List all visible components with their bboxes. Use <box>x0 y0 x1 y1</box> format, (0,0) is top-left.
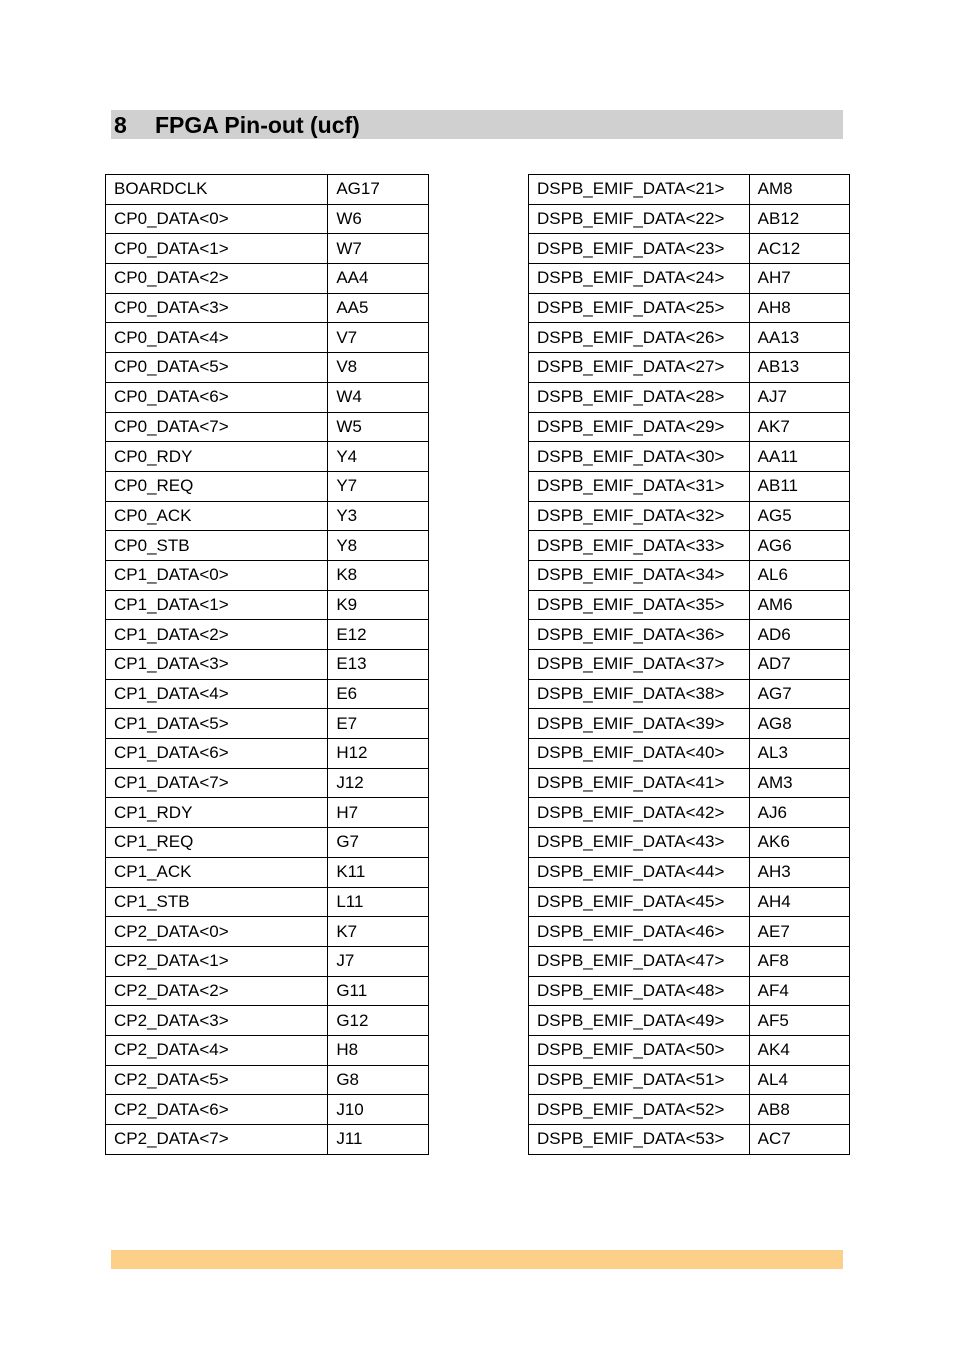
pin-location-cell: J12 <box>328 768 429 798</box>
signal-name-cell: DSPB_EMIF_DATA<22> <box>529 204 750 234</box>
table-row <box>529 679 850 709</box>
table-row <box>529 1006 850 1036</box>
table-row <box>529 234 850 264</box>
signal-name-cell: CP1_DATA<0> <box>106 560 328 590</box>
pin-location-cell: J11 <box>328 1125 429 1155</box>
signal-name-cell: DSPB_EMIF_DATA<31> <box>529 471 750 501</box>
signal-name-cell: DSPB_EMIF_DATA<32> <box>529 501 750 531</box>
table-row <box>106 353 429 383</box>
pin-location-cell: AG6 <box>749 531 849 561</box>
table-row <box>529 501 850 531</box>
table-row <box>106 560 429 590</box>
table-row <box>106 382 429 412</box>
signal-name-cell: CP1_STB <box>106 887 328 917</box>
pin-location-cell: K11 <box>328 857 429 887</box>
table-row <box>529 1065 850 1095</box>
table-row <box>106 204 429 234</box>
table-row <box>529 412 850 442</box>
signal-name-cell: DSPB_EMIF_DATA<34> <box>529 560 750 590</box>
pin-location-cell: W6 <box>328 204 429 234</box>
signal-name-cell: CP2_DATA<5> <box>106 1065 328 1095</box>
pin-location-cell: AA4 <box>328 264 429 294</box>
pin-location-cell: AB13 <box>749 353 849 383</box>
signal-name-cell: DSPB_EMIF_DATA<49> <box>529 1006 750 1036</box>
table-row <box>106 798 429 828</box>
table-row <box>106 917 429 947</box>
signal-name-cell: DSPB_EMIF_DATA<37> <box>529 650 750 680</box>
pin-location-cell: H12 <box>328 739 429 769</box>
pin-location-cell: W7 <box>328 234 429 264</box>
signal-name-cell: DSPB_EMIF_DATA<51> <box>529 1065 750 1095</box>
table-row <box>529 175 850 205</box>
pin-location-cell: AG5 <box>749 501 849 531</box>
table-row <box>106 501 429 531</box>
signal-name-cell: CP0_DATA<3> <box>106 293 328 323</box>
pin-location-cell: AF5 <box>749 1006 849 1036</box>
signal-name-cell: DSPB_EMIF_DATA<39> <box>529 709 750 739</box>
pin-location-cell: Y4 <box>328 442 429 472</box>
signal-name-cell: CP0_DATA<6> <box>106 382 328 412</box>
table-row <box>529 739 850 769</box>
pin-location-cell: Y8 <box>328 531 429 561</box>
pin-location-cell: AK6 <box>749 828 849 858</box>
signal-name-cell: CP0_DATA<0> <box>106 204 328 234</box>
signal-name-cell: BOARDCLK <box>106 175 328 205</box>
pin-location-cell: AD6 <box>749 620 849 650</box>
signal-name-cell: CP2_DATA<6> <box>106 1095 328 1125</box>
pin-location-cell: AL4 <box>749 1065 849 1095</box>
table-row <box>106 739 429 769</box>
pin-location-cell: AC7 <box>749 1125 849 1155</box>
pin-location-cell: AE7 <box>749 917 849 947</box>
pin-location-cell: AK4 <box>749 1035 849 1065</box>
signal-name-cell: CP0_RDY <box>106 442 328 472</box>
pin-location-cell: AM3 <box>749 768 849 798</box>
signal-name-cell: DSPB_EMIF_DATA<40> <box>529 739 750 769</box>
pin-location-cell: AA11 <box>749 442 849 472</box>
table-row <box>529 650 850 680</box>
pin-location-cell: G11 <box>328 976 429 1006</box>
signal-name-cell: DSPB_EMIF_DATA<23> <box>529 234 750 264</box>
pin-location-cell: G12 <box>328 1006 429 1036</box>
pin-location-cell: W5 <box>328 412 429 442</box>
table-row <box>106 1095 429 1125</box>
pin-location-cell: E13 <box>328 650 429 680</box>
pin-location-cell: V8 <box>328 353 429 383</box>
signal-name-cell: DSPB_EMIF_DATA<42> <box>529 798 750 828</box>
table-row <box>529 946 850 976</box>
signal-name-cell: CP0_DATA<2> <box>106 264 328 294</box>
pin-location-cell: AH7 <box>749 264 849 294</box>
pin-location-cell: L11 <box>328 887 429 917</box>
signal-name-cell: CP1_DATA<4> <box>106 679 328 709</box>
signal-name-cell: DSPB_EMIF_DATA<41> <box>529 768 750 798</box>
pin-location-cell: AB8 <box>749 1095 849 1125</box>
signal-name-cell: DSPB_EMIF_DATA<46> <box>529 917 750 947</box>
signal-name-cell: CP0_REQ <box>106 471 328 501</box>
signal-name-cell: DSPB_EMIF_DATA<33> <box>529 531 750 561</box>
pin-location-cell: AK7 <box>749 412 849 442</box>
pin-location-cell: AM8 <box>749 175 849 205</box>
table-row <box>529 1125 850 1155</box>
signal-name-cell: CP1_RDY <box>106 798 328 828</box>
table-row <box>106 976 429 1006</box>
table-row <box>106 323 429 353</box>
signal-name-cell: DSPB_EMIF_DATA<50> <box>529 1035 750 1065</box>
pin-location-cell: AF8 <box>749 946 849 976</box>
pin-location-cell: K8 <box>328 560 429 590</box>
pin-location-cell: AH8 <box>749 293 849 323</box>
table-row <box>529 768 850 798</box>
signal-name-cell: DSPB_EMIF_DATA<36> <box>529 620 750 650</box>
table-row <box>529 442 850 472</box>
pin-location-cell: E7 <box>328 709 429 739</box>
pin-location-cell: Y3 <box>328 501 429 531</box>
signal-name-cell: DSPB_EMIF_DATA<25> <box>529 293 750 323</box>
signal-name-cell: CP1_DATA<1> <box>106 590 328 620</box>
signal-name-cell: CP2_DATA<4> <box>106 1035 328 1065</box>
pinout-table-left <box>105 174 429 1155</box>
pin-location-cell: AL6 <box>749 560 849 590</box>
table-row <box>106 857 429 887</box>
pin-location-cell: AL3 <box>749 739 849 769</box>
pin-location-cell: Y7 <box>328 471 429 501</box>
pin-location-cell: H8 <box>328 1035 429 1065</box>
table-row <box>106 709 429 739</box>
table-row <box>529 293 850 323</box>
signal-name-cell: DSPB_EMIF_DATA<44> <box>529 857 750 887</box>
table-row <box>106 471 429 501</box>
table-row <box>106 679 429 709</box>
pin-location-cell: J10 <box>328 1095 429 1125</box>
pin-location-cell: K9 <box>328 590 429 620</box>
table-row <box>529 620 850 650</box>
table-row <box>106 650 429 680</box>
table-row <box>529 264 850 294</box>
signal-name-cell: DSPB_EMIF_DATA<38> <box>529 679 750 709</box>
signal-name-cell: CP1_DATA<5> <box>106 709 328 739</box>
pin-location-cell: G7 <box>328 828 429 858</box>
section-number: 8 <box>114 112 127 138</box>
signal-name-cell: CP1_DATA<3> <box>106 650 328 680</box>
table-row <box>529 204 850 234</box>
signal-name-cell: DSPB_EMIF_DATA<43> <box>529 828 750 858</box>
table-row <box>529 709 850 739</box>
signal-name-cell: CP1_REQ <box>106 828 328 858</box>
signal-name-cell: DSPB_EMIF_DATA<24> <box>529 264 750 294</box>
table-row <box>529 887 850 917</box>
signal-name-cell: DSPB_EMIF_DATA<52> <box>529 1095 750 1125</box>
table-row <box>106 590 429 620</box>
signal-name-cell: CP0_DATA<5> <box>106 353 328 383</box>
pin-location-cell: AH4 <box>749 887 849 917</box>
section-heading <box>111 110 843 139</box>
pin-location-cell: AJ6 <box>749 798 849 828</box>
signal-name-cell: CP1_DATA<6> <box>106 739 328 769</box>
pin-location-cell: AG17 <box>328 175 429 205</box>
pin-location-cell: J7 <box>328 946 429 976</box>
table-row <box>106 1125 429 1155</box>
pin-location-cell: AG8 <box>749 709 849 739</box>
table-row <box>106 620 429 650</box>
table-row <box>106 175 429 205</box>
signal-name-cell: CP0_DATA<7> <box>106 412 328 442</box>
table-row <box>106 1035 429 1065</box>
signal-name-cell: CP1_ACK <box>106 857 328 887</box>
pinout-table-right <box>528 174 850 1155</box>
pin-location-cell: AH3 <box>749 857 849 887</box>
signal-name-cell: DSPB_EMIF_DATA<47> <box>529 946 750 976</box>
signal-name-cell: DSPB_EMIF_DATA<35> <box>529 590 750 620</box>
signal-name-cell: DSPB_EMIF_DATA<45> <box>529 887 750 917</box>
signal-name-cell: CP2_DATA<1> <box>106 946 328 976</box>
table-row <box>529 323 850 353</box>
table-row <box>106 1065 429 1095</box>
table-row <box>106 1006 429 1036</box>
table-row <box>529 976 850 1006</box>
signal-name-cell: CP0_STB <box>106 531 328 561</box>
table-row <box>106 887 429 917</box>
table-row <box>529 590 850 620</box>
signal-name-cell: CP0_DATA<1> <box>106 234 328 264</box>
signal-name-cell: CP2_DATA<7> <box>106 1125 328 1155</box>
signal-name-cell: CP2_DATA<0> <box>106 917 328 947</box>
pin-location-cell: AG7 <box>749 679 849 709</box>
pin-location-cell: AA13 <box>749 323 849 353</box>
pin-location-cell: AM6 <box>749 590 849 620</box>
table-row <box>529 828 850 858</box>
pin-location-cell: AJ7 <box>749 382 849 412</box>
signal-name-cell: CP1_DATA<2> <box>106 620 328 650</box>
pin-location-cell: E12 <box>328 620 429 650</box>
signal-name-cell: DSPB_EMIF_DATA<26> <box>529 323 750 353</box>
table-row <box>106 293 429 323</box>
pin-location-cell: H7 <box>328 798 429 828</box>
table-row <box>529 531 850 561</box>
table-row <box>106 264 429 294</box>
signal-name-cell: DSPB_EMIF_DATA<30> <box>529 442 750 472</box>
pin-location-cell: W4 <box>328 382 429 412</box>
pin-location-cell: G8 <box>328 1065 429 1095</box>
table-row <box>106 412 429 442</box>
table-row <box>106 828 429 858</box>
pin-location-cell: AB11 <box>749 471 849 501</box>
footer-bar <box>111 1250 843 1269</box>
signal-name-cell: CP1_DATA<7> <box>106 768 328 798</box>
table-row <box>529 471 850 501</box>
signal-name-cell: DSPB_EMIF_DATA<48> <box>529 976 750 1006</box>
signal-name-cell: DSPB_EMIF_DATA<21> <box>529 175 750 205</box>
table-row <box>106 234 429 264</box>
table-row <box>529 857 850 887</box>
table-row <box>529 1035 850 1065</box>
section-title: FPGA Pin-out (ucf) <box>155 112 360 138</box>
table-row <box>106 531 429 561</box>
pin-location-cell: AC12 <box>749 234 849 264</box>
table-row <box>529 382 850 412</box>
pin-location-cell: AD7 <box>749 650 849 680</box>
table-row <box>106 768 429 798</box>
table-row <box>529 560 850 590</box>
pin-location-cell: K7 <box>328 917 429 947</box>
signal-name-cell: CP2_DATA<3> <box>106 1006 328 1036</box>
pin-location-cell: AF4 <box>749 976 849 1006</box>
signal-name-cell: DSPB_EMIF_DATA<27> <box>529 353 750 383</box>
table-row <box>529 917 850 947</box>
signal-name-cell: CP0_ACK <box>106 501 328 531</box>
table-row <box>106 946 429 976</box>
signal-name-cell: DSPB_EMIF_DATA<29> <box>529 412 750 442</box>
pin-location-cell: E6 <box>328 679 429 709</box>
table-row <box>529 798 850 828</box>
pin-location-cell: AB12 <box>749 204 849 234</box>
pin-location-cell: AA5 <box>328 293 429 323</box>
table-row <box>529 1095 850 1125</box>
signal-name-cell: CP0_DATA<4> <box>106 323 328 353</box>
pin-location-cell: V7 <box>328 323 429 353</box>
signal-name-cell: DSPB_EMIF_DATA<53> <box>529 1125 750 1155</box>
signal-name-cell: CP2_DATA<2> <box>106 976 328 1006</box>
table-row <box>106 442 429 472</box>
table-row <box>529 353 850 383</box>
signal-name-cell: DSPB_EMIF_DATA<28> <box>529 382 750 412</box>
